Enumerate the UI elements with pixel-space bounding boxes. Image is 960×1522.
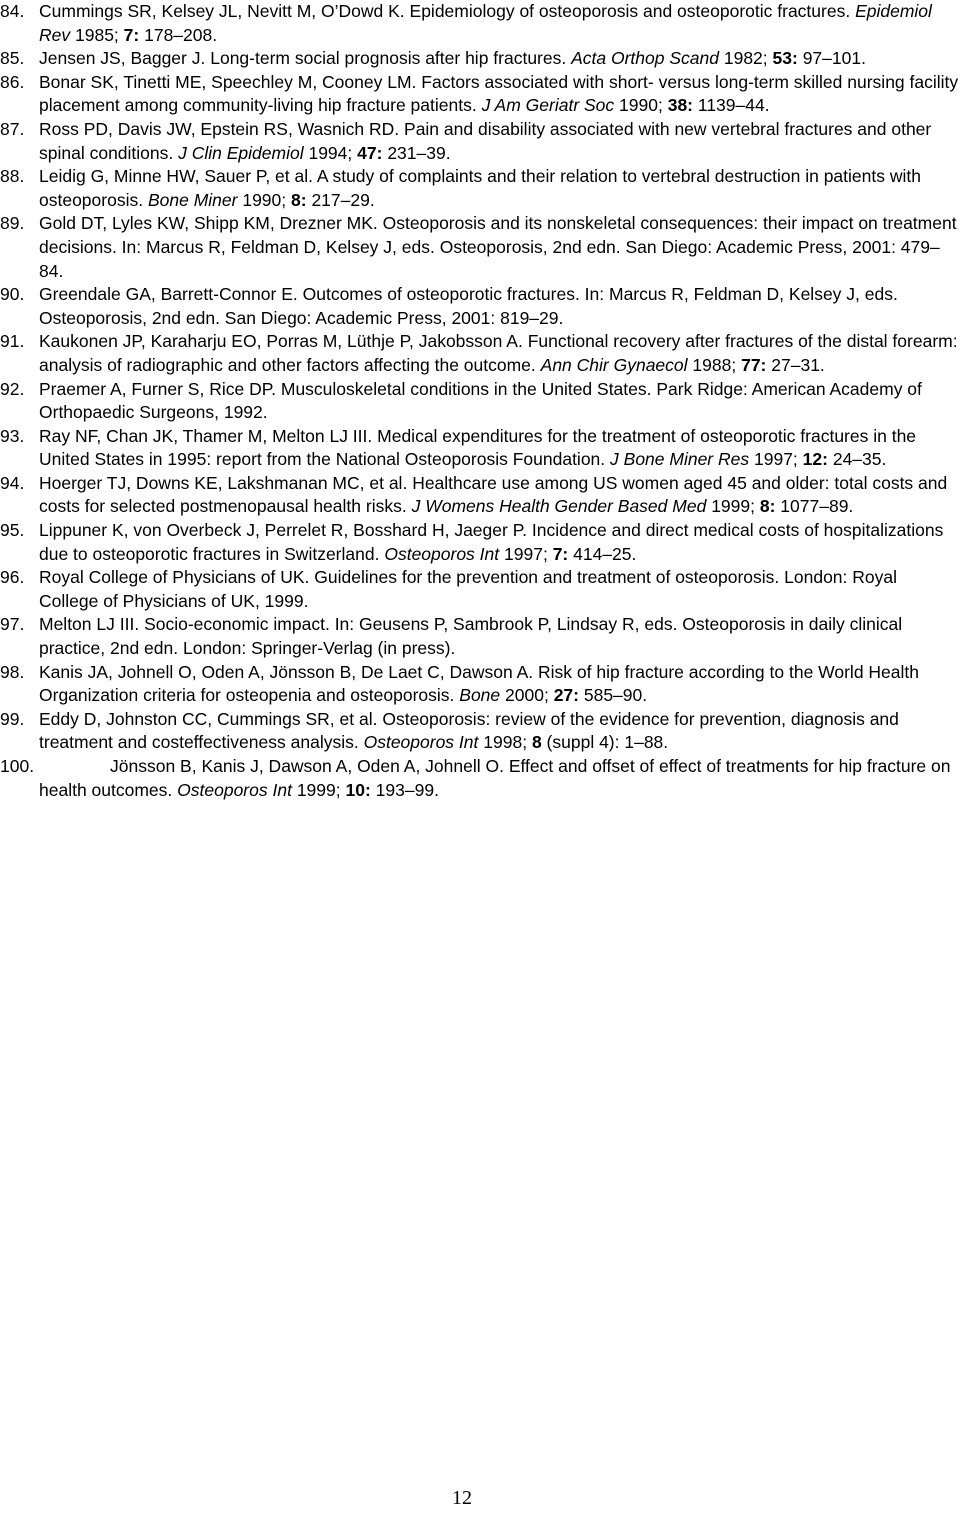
- reference-item: [0, 212, 960, 283]
- reference-year: 1982;: [723, 48, 768, 69]
- reference-year: 1990;: [242, 189, 287, 210]
- reference-body: [39, 165, 960, 212]
- reference-year: 1990;: [619, 95, 663, 116]
- reference-authors: Bonar SK, Tinetti ME, Speechley M, Cooney LM.: [39, 71, 417, 92]
- reference-number: 97.: [0, 614, 25, 635]
- reference-title: Healthcare use among US women aged 45 and older: total costs and costs for selected postmenopausal health risks.: [39, 472, 948, 517]
- reference-authors: Gold DT, Lyles KW, Shipp KM, Drezner MK.: [39, 213, 378, 234]
- reference-authors: Eddy D, Johnston CC, Cummings SR, et al.: [39, 708, 378, 729]
- page-number: 12: [452, 1487, 472, 1509]
- reference-title: Outcomes of osteoporotic fractures. In: Marcus R, Feldman D, Kelsey J, eds. Osteoporosis, 2nd edn. San Diego: Academic Press, 2001: 819–29.: [39, 284, 898, 328]
- reference-pages: 1139–44.: [697, 95, 770, 116]
- reference-journal: Osteoporos Int: [177, 779, 292, 800]
- reference-volume: 47:: [357, 142, 383, 163]
- reference-item: [0, 47, 960, 71]
- reference-volume: 10:: [345, 779, 371, 800]
- reference-item: [0, 708, 960, 755]
- reference-number: 88.: [0, 166, 25, 187]
- reference-title: Effect and offset of effect of treatments for hip fracture on health outcomes.: [39, 756, 951, 800]
- reference-authors: Cummings SR, Kelsey JL, Nevitt M, O’Dowd K.: [39, 1, 405, 21]
- reference-item: [0, 755, 960, 802]
- reference-number: 89.: [0, 213, 25, 234]
- reference-journal: J Womens Health Gender Based Med: [411, 496, 707, 517]
- reference-item: [0, 425, 960, 472]
- reference-authors: Leidig G, Minne HW, Sauer P, et al.: [39, 166, 313, 187]
- reference-number: 93.: [0, 425, 25, 446]
- reference-volume: 8:: [759, 496, 776, 517]
- reference-body: [39, 613, 960, 660]
- reference-volume: 8:: [291, 189, 307, 210]
- reference-year: 2000;: [505, 685, 549, 706]
- reference-number: 90.: [0, 284, 25, 305]
- reference-year: 1997;: [504, 543, 548, 564]
- reference-pages: 414–25.: [573, 543, 637, 564]
- reference-number: 100.: [0, 756, 35, 776]
- reference-item: [0, 283, 960, 330]
- reference-volume: 7:: [552, 543, 569, 564]
- reference-item: [0, 165, 960, 212]
- reference-body: [39, 118, 960, 165]
- reference-volume: 53:: [772, 48, 798, 69]
- reference-body: [39, 755, 960, 802]
- reference-authors: Kaukonen JP, Karaharju EO, Porras M, Lüthje P, Jakobsson A.: [39, 331, 523, 352]
- reference-number: 91.: [0, 331, 25, 352]
- reference-journal: J Bone Miner Res: [610, 449, 750, 470]
- reference-item: [0, 519, 960, 566]
- reference-pages: 585–90.: [583, 685, 648, 706]
- reference-journal: Bone Miner: [147, 189, 238, 210]
- reference-body: [39, 519, 960, 566]
- reference-volume: 8: [531, 732, 542, 753]
- reference-pages: 178–208.: [144, 24, 218, 45]
- reference-title: Risk of hip fracture according to the World Health Organization criteria for osteopenia and osteoporosis.: [39, 661, 919, 706]
- reference-title: Socio-economic impact. In: Geusens P, Sambrook P, Lindsay R, eds. Osteoporosis in daily clinical practice, 2nd edn. London: Springer-Verlag (in press).: [39, 614, 903, 659]
- reference-number: 95.: [0, 520, 25, 541]
- reference-title: Pain and disability associated with new vertebral fractures and other spinal conditions.: [39, 118, 932, 163]
- reference-authors: Ross PD, Davis JW, Epstein RS, Wasnich RD.: [39, 118, 400, 139]
- reference-item: [0, 613, 960, 660]
- reference-authors: Melton LJ III.: [39, 614, 140, 635]
- reference-item: [0, 472, 960, 519]
- reference-item: [0, 378, 960, 425]
- reference-year: 1985;: [75, 24, 119, 45]
- reference-authors: Lippuner K, von Overbeck J, Perrelet R, Bosshard H, Jaeger P.: [39, 520, 527, 541]
- reference-authors: Jönsson B, Kanis J, Dawson A, Oden A, Johnell O.: [110, 756, 504, 776]
- reference-authors: Praemer A, Furner S, Rice DP.: [39, 378, 276, 399]
- reference-pages: 27–31.: [771, 354, 825, 375]
- reference-body: [39, 47, 960, 71]
- reference-number: 87.: [0, 118, 25, 139]
- reference-body: [39, 71, 960, 118]
- reference-journal: Ann Chir Gynaecol: [540, 354, 688, 375]
- reference-body: [39, 661, 960, 708]
- reference-authors: Kanis JA, Johnell O, Oden A, Jönsson B, De Laet C, Dawson A.: [39, 661, 534, 682]
- reference-volume: 12:: [802, 449, 828, 470]
- reference-title: Factors associated with short- versus long-term skilled nursing facility placement among community-living hip fracture patients.: [39, 71, 959, 116]
- reference-number: 98.: [0, 661, 25, 682]
- reference-journal: Osteoporos Int: [384, 543, 500, 564]
- reference-item: [0, 71, 960, 118]
- reference-pages: 217–29.: [311, 189, 375, 210]
- reference-body: [39, 425, 960, 472]
- reference-item: [0, 0, 960, 47]
- reference-journal: Osteoporos Int: [363, 732, 479, 753]
- reference-year: 1997;: [754, 449, 798, 470]
- reference-year: 1998;: [483, 732, 528, 753]
- reference-authors: Ray NF, Chan JK, Thamer M, Melton LJ III.: [39, 425, 373, 446]
- reference-year: 1999;: [296, 779, 341, 800]
- reference-journal: Acta Orthop Scand: [571, 48, 719, 69]
- reference-body: [39, 472, 960, 519]
- reference-title: Long-term social prognosis after hip fractures.: [210, 48, 567, 69]
- reference-number: 96.: [0, 567, 25, 588]
- reference-item: [0, 566, 960, 613]
- reference-body: [39, 283, 960, 330]
- reference-body: [39, 378, 960, 425]
- reference-title: Osteoporosis: review of the evidence for prevention, diagnosis and treatment and costeffectiveness analysis.: [39, 708, 899, 753]
- reference-body: [39, 212, 960, 283]
- reference-pages: 24–35.: [832, 449, 887, 470]
- reference-authors: Greendale GA, Barrett-Connor E.: [39, 284, 298, 305]
- reference-number: 92.: [0, 378, 25, 399]
- reference-item: [0, 661, 960, 708]
- reference-volume: 7:: [123, 24, 140, 45]
- reference-year: 1994;: [308, 142, 353, 163]
- reference-pages: 1077–89.: [780, 496, 854, 517]
- reference-body: [39, 566, 960, 613]
- reference-number: 85.: [0, 48, 25, 69]
- reference-year: 1999;: [711, 496, 755, 517]
- reference-body: [39, 708, 960, 755]
- reference-title: Incidence and direct medical costs of hospitalizations due to osteoporotic fractures in Switzerland.: [39, 520, 944, 564]
- reference-year: 1988;: [692, 354, 737, 375]
- reference-title: Guidelines for the prevention and treatment of osteoporosis. London: Royal College of Physicians of UK, 1999.: [39, 567, 898, 611]
- reference-title: Epidemiology of osteoporosis and osteoporotic fractures.: [409, 1, 851, 21]
- reference-volume: 38:: [667, 95, 694, 116]
- reference-number: 84.: [0, 1, 25, 21]
- reference-volume: 77:: [741, 354, 767, 375]
- reference-number: 86.: [0, 71, 25, 92]
- reference-volume: 27:: [553, 685, 579, 706]
- reference-journal: J Am Geriatr Soc: [481, 95, 615, 116]
- reference-pages: 231–39.: [387, 142, 451, 163]
- reference-title: Osteoporosis and its nonskeletal consequences: their impact on treatment decisions. In: Marcus R, Feldman D, Kelsey J, eds. Osteoporosis, 2nd edn. San Diego: Academic Press, 2001: 479–84.: [39, 213, 957, 281]
- reference-title: Medical expenditures for the treatment of osteoporotic fractures in the United States in 1995: report from the National Osteoporosis Foundation.: [39, 425, 917, 470]
- reference-title: Functional recovery after fractures of the distal forearm: analysis of radiographic and other factors affecting the outcome.: [39, 331, 958, 375]
- reference-item: [0, 118, 960, 165]
- reference-pages: 193–99.: [375, 779, 439, 800]
- reference-title: A study of complaints and their relation to vertebral destruction in patients with osteoporosis.: [39, 166, 921, 210]
- reference-authors: Hoerger TJ, Downs KE, Lakshmanan MC, et al.: [39, 472, 408, 493]
- reference-pages: (suppl 4): 1–88.: [546, 732, 669, 753]
- reference-authors: Jensen JS, Bagger J.: [39, 48, 206, 69]
- reference-number: 94.: [0, 472, 25, 493]
- reference-journal: J Clin Epidemiol: [178, 142, 304, 163]
- reference-authors: Royal College of Physicians of UK.: [39, 567, 310, 588]
- reference-item: [0, 330, 960, 377]
- reference-number: 99.: [0, 708, 25, 729]
- reference-journal: Bone: [459, 685, 501, 706]
- reference-title: Musculoskeletal conditions in the United States. Park Ridge: American Academy of Orthopaedic Surgeons, 1992.: [39, 378, 922, 423]
- reference-body: [39, 330, 960, 377]
- reference-journal: Epidemiol Rev: [39, 1, 932, 45]
- reference-body: [39, 0, 960, 47]
- reference-pages: 97–101.: [802, 48, 866, 69]
